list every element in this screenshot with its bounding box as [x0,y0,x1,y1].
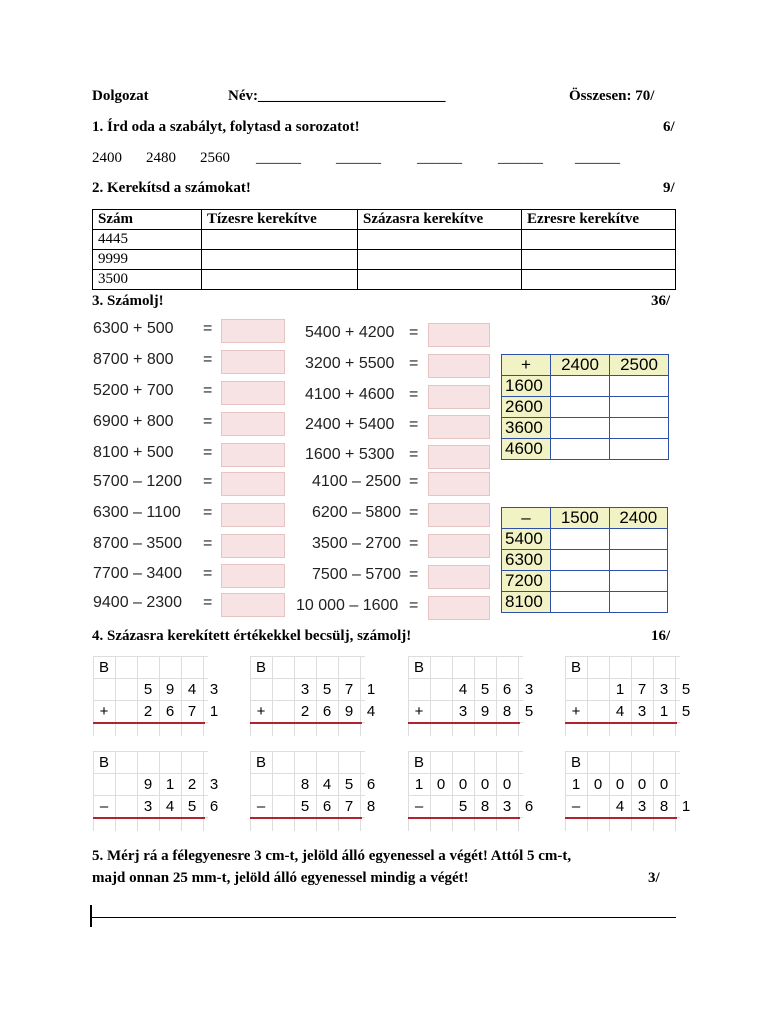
digit: 1 [209,703,219,720]
calc-expression: 6900 + 800 [93,413,174,430]
ray-start-mark [90,905,92,927]
answer-cell[interactable] [202,250,358,270]
estimate-label: B [255,659,266,676]
digit: 4 [366,703,376,720]
digit: 1 [681,798,691,815]
grid-col-header: 2500 [610,355,669,376]
calc-expression: 4100 – 2500 [312,473,401,490]
name-field[interactable]: Név:_________________________ [228,88,446,104]
seq-blank-2[interactable]: ______ [336,150,381,166]
seq-blank-4[interactable]: ______ [498,150,543,166]
grid-answer-cell[interactable] [551,571,610,592]
grid-col-header: 2400 [609,508,668,529]
answer-box[interactable] [221,350,285,374]
digit: 7 [344,798,354,815]
answer-box[interactable] [221,319,285,343]
task3-points: 36/ [651,293,671,309]
operator-sign: + [256,703,266,720]
col-header: Tízesre kerekítve [202,210,358,230]
seq-2: 2480 [146,150,176,166]
digit: 5 [187,798,197,815]
grid-answer-cell[interactable] [551,439,610,460]
digit: 3 [637,798,647,815]
grid-answer-cell[interactable] [609,550,668,571]
digit: 5 [344,776,354,793]
digit: 9 [344,703,354,720]
result-area[interactable] [250,724,365,736]
digit: 5 [524,703,534,720]
col-header: Ezresre kerekítve [522,210,676,230]
answer-cell[interactable] [522,230,676,250]
answer-cell[interactable] [522,250,676,270]
grid-row-header: 2600 [502,397,551,418]
calc-expression: 5400 + 4200 [305,324,395,341]
answer-cell[interactable] [358,250,522,270]
answer-box[interactable] [221,534,285,558]
answer-box[interactable] [221,412,285,436]
estimate-label: B [413,754,424,771]
answer-box[interactable] [221,472,285,496]
task3-title: 3. Számolj! [92,293,164,309]
seq-blank-1[interactable]: ______ [256,150,301,166]
answer-box[interactable] [221,593,285,617]
column-operation-block [565,656,691,736]
estimate-label: B [570,754,581,771]
operator-sign: – [414,798,424,815]
digit: 3 [143,798,153,815]
column-operation-block [250,656,376,736]
digit: 5 [300,798,310,815]
answer-box[interactable] [221,381,285,405]
digit: 0 [615,776,625,793]
digit: 0 [436,776,446,793]
digit: 3 [209,681,219,698]
equals-sign: = [409,324,419,341]
digit: 2 [300,703,310,720]
calc-expression: 2400 + 5400 [305,416,395,433]
digit: 1 [615,681,625,698]
rounding-table [92,209,676,290]
equals-sign: = [409,416,419,433]
digit: 1 [366,681,376,698]
digit: 0 [458,776,468,793]
calc-expression: 5200 + 700 [93,382,174,399]
result-area[interactable] [93,819,208,831]
answer-box[interactable] [428,596,490,620]
number-cell: 9999 [93,250,202,270]
result-area[interactable] [565,724,680,736]
calc-expression: 8700 + 800 [93,351,174,368]
answer-box[interactable] [221,564,285,588]
task4-title: 4. Százasra kerekített értékekkel becsülj, számolj! [92,628,412,644]
answer-box[interactable] [428,445,490,469]
digit: 8 [659,798,669,815]
op-sign: – [502,508,551,529]
digit: 0 [637,776,647,793]
number-cell: 3500 [93,270,202,290]
digit: 3 [637,703,647,720]
digit: 6 [165,703,175,720]
answer-cell[interactable] [202,230,358,250]
calc-expression: 6300 + 500 [93,320,174,337]
estimate-label: B [98,659,109,676]
result-area[interactable] [408,819,523,831]
column-operation-block [93,656,219,736]
digit: 3 [659,681,669,698]
equals-sign: = [409,535,419,552]
estimate-label: B [255,754,266,771]
task4-points: 16/ [651,628,671,644]
col-header: Szám [93,210,202,230]
answer-box[interactable] [221,443,285,467]
digit: 4 [615,703,625,720]
column-operation-block [93,751,219,831]
operator-sign: – [99,798,109,815]
digit: 5 [681,703,691,720]
digit: 1 [165,776,175,793]
digit: 6 [322,798,332,815]
operator-sign: + [414,703,424,720]
calc-expression: 5700 – 1200 [93,473,182,490]
equals-sign: = [203,594,213,611]
digit: 3 [502,798,512,815]
digit: 7 [344,681,354,698]
grid-answer-cell[interactable] [609,592,668,613]
digit: 9 [165,681,175,698]
digit: 8 [300,776,310,793]
digit: 0 [659,776,669,793]
grid-col-header: 1500 [551,508,610,529]
digit: 6 [524,798,534,815]
estimate-label: B [570,659,581,676]
seq-blank-5[interactable]: ______ [575,150,620,166]
calc-expression: 9400 – 2300 [93,594,182,611]
task2-title: 2. Kerekítsd a számokat! [92,180,251,196]
result-area[interactable] [565,819,680,831]
digit: 8 [502,703,512,720]
digit: 1 [571,776,581,793]
column-operation-block [250,751,376,831]
doc-title: Dolgozat [92,88,149,104]
grid-answer-cell[interactable] [551,550,610,571]
digit: 2 [143,703,153,720]
grid-row-header: 1600 [502,376,551,397]
col-header: Százasra kerekítve [358,210,522,230]
equals-sign: = [409,446,419,463]
equals-sign: = [409,504,419,521]
grid-row-header: 6300 [502,550,551,571]
calc-expression: 7700 – 3400 [93,565,182,582]
grid-answer-cell[interactable] [609,571,668,592]
task5-line2: majd onnan 25 mm-t, jelöld álló egyenessel mindig a végét! [92,870,469,886]
calc-expression: 3200 + 5500 [305,355,395,372]
digit: 6 [209,798,219,815]
grid-row-header: 8100 [502,592,551,613]
digit: 7 [187,703,197,720]
operator-sign: + [99,703,109,720]
digit: 0 [502,776,512,793]
digit: 3 [524,681,534,698]
grid-answer-cell[interactable] [610,397,669,418]
result-area[interactable] [408,724,523,736]
digit: 4 [322,776,332,793]
digit: 6 [322,703,332,720]
digit: 1 [414,776,424,793]
seq-1: 2400 [92,150,122,166]
equals-sign: = [409,597,419,614]
equals-sign: = [409,566,419,583]
answer-box[interactable] [428,472,490,496]
result-area[interactable] [93,724,208,736]
grid-answer-cell[interactable] [610,376,669,397]
grid-row-header: 7200 [502,571,551,592]
number-cell: 4445 [93,230,202,250]
grid-answer-cell[interactable] [551,376,610,397]
digit: 7 [637,681,647,698]
digit: 4 [165,798,175,815]
digit: 0 [593,776,603,793]
digit: 1 [659,703,669,720]
digit: 6 [366,776,376,793]
digit: 5 [681,681,691,698]
digit: 6 [502,681,512,698]
answer-cell[interactable] [522,270,676,290]
answer-cell[interactable] [358,270,522,290]
grid-answer-cell[interactable] [551,397,610,418]
column-operation-block [565,751,691,831]
equals-sign: = [203,382,213,399]
addition-grid [501,354,669,460]
result-area[interactable] [250,819,365,831]
operator-sign: – [571,798,581,815]
task5-points: 3/ [648,870,660,886]
grid-answer-cell[interactable] [610,418,669,439]
subtraction-grid [501,507,668,613]
digit: 9 [480,703,490,720]
equals-sign: = [203,504,213,521]
grid-answer-cell[interactable] [610,439,669,460]
equals-sign: = [203,473,213,490]
equals-sign: = [203,351,213,368]
equals-sign: = [409,386,419,403]
digit: 3 [209,776,219,793]
task5-line1: 5. Mérj rá a félegyenesre 3 cm-t, jelöld álló egyenessel a végét! Attól 5 cm-t, [92,848,572,864]
digit: 5 [322,681,332,698]
answer-box[interactable] [221,503,285,527]
answer-box[interactable] [428,354,490,378]
operator-sign: + [571,703,581,720]
task2-points: 9/ [663,180,675,196]
digit: 3 [300,681,310,698]
answer-box[interactable] [428,385,490,409]
equals-sign: = [409,355,419,372]
calc-expression: 8100 + 500 [93,444,174,461]
digit: 8 [366,798,376,815]
calc-expression: 6200 – 5800 [312,504,401,521]
task1-title: 1. Írd oda a szabályt, folytasd a sorozatot! [92,119,360,135]
column-operation-block [408,656,534,736]
digit: 4 [615,798,625,815]
calc-expression: 3500 – 2700 [312,535,401,552]
estimate-label: B [98,754,109,771]
digit: 3 [458,703,468,720]
digit: 2 [187,776,197,793]
answer-box[interactable] [428,534,490,558]
calc-expression: 6300 – 1100 [93,504,181,521]
digit: 0 [480,776,490,793]
answer-cell[interactable] [202,270,358,290]
answer-box[interactable] [428,415,490,439]
estimate-label: B [413,659,424,676]
digit: 5 [480,681,490,698]
grid-col-header: 2400 [551,355,610,376]
op-sign: + [502,355,551,376]
calc-expression: 4100 + 4600 [305,386,395,403]
half-line[interactable] [91,917,676,918]
answer-box[interactable] [428,503,490,527]
grid-answer-cell[interactable] [551,529,610,550]
answer-box[interactable] [428,565,490,589]
digit: 5 [143,681,153,698]
digit: 9 [143,776,153,793]
digit: 8 [480,798,490,815]
calc-expression: 8700 – 3500 [93,535,182,552]
grid-row-header: 3600 [502,418,551,439]
calc-expression: 10 000 – 1600 [296,597,399,614]
seq-3: 2560 [200,150,230,166]
digit: 5 [458,798,468,815]
grid-answer-cell[interactable] [551,592,610,613]
operator-sign: – [256,798,266,815]
equals-sign: = [203,413,213,430]
equals-sign: = [203,565,213,582]
calc-expression: 7500 – 5700 [312,566,401,583]
total-points: Összesen: 70/ [569,88,655,104]
task1-points: 6/ [663,119,675,135]
calc-expression: 1600 + 5300 [305,446,395,463]
equals-sign: = [203,535,213,552]
digit: 4 [187,681,197,698]
grid-row-header: 5400 [502,529,551,550]
equals-sign: = [203,444,213,461]
column-operation-block [408,751,534,831]
answer-box[interactable] [428,323,490,347]
equals-sign: = [409,473,419,490]
seq-blank-3[interactable]: ______ [417,150,462,166]
grid-answer-cell[interactable] [551,418,610,439]
grid-answer-cell[interactable] [609,529,668,550]
grid-row-header: 4600 [502,439,551,460]
equals-sign: = [203,320,213,337]
answer-cell[interactable] [358,230,522,250]
digit: 4 [458,681,468,698]
